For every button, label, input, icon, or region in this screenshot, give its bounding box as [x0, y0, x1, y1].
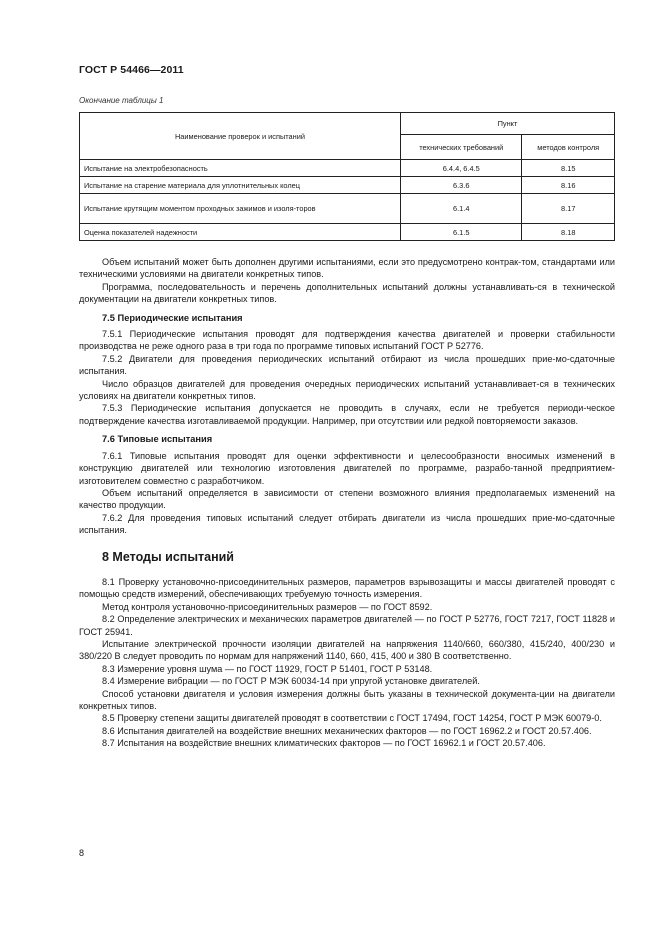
column-header-requirements: технических требований [401, 135, 522, 160]
document-header-code: ГОСТ Р 54466—2011 [79, 64, 184, 76]
paragraph: 7.6.2 Для проведения типовых испытаний следует отбирать двигатели из числа прошедших прие-мо-сдаточные испытания. [79, 512, 615, 536]
column-header-group: Пункт [401, 113, 615, 135]
section-heading-7-5: 7.5 Периодические испытания [102, 312, 243, 323]
row-name: Испытание крутящим моментом проходных зажимов и изоля-торов [80, 194, 401, 224]
requirements-table [79, 112, 615, 241]
page-number: 8 [79, 848, 85, 858]
paragraph: 8.7 Испытания на воздействие внешних климатических факторов — по ГОСТ 16962.1 и ГОСТ 20.57.406. [102, 738, 546, 749]
paragraph: Испытание электрической прочности изоляции двигателей на напряжения 1140/660, 660/380, 415/240, 400/230 и 380/220 В следует проводить по нормам для напряжений 1140, 660, 415, 400 и 380 В соответственно. [79, 638, 615, 662]
row-control: 8.17 [522, 194, 615, 224]
paragraph: 8.3 Измерение уровня шума — по ГОСТ 11929, ГОСТ Р 51401, ГОСТ Р 53148. [102, 663, 433, 674]
row-requirements: 6.4.4, 6.4.5 [401, 160, 522, 177]
paragraph: 7.5.3 Периодические испытания допускается не проводить в случаях, если не требуется периоди-ческое подтверждение качества изготавливаемой продукции. Например, при отсутствии или редкой повторяемости заказов. [79, 403, 615, 426]
table-row [80, 224, 615, 241]
table-row [80, 160, 615, 177]
column-header-name: Наименование проверок и испытаний [80, 113, 401, 160]
row-name: Испытание на электробезопасность [80, 160, 401, 177]
paragraph: Способ установки двигателя и условия измерения должны быть указаны в технической документа-ции на двигатели конкретных типов. [79, 688, 615, 711]
paragraph: Метод контроля установочно-присоединительных размеров — по ГОСТ 8592. [102, 601, 433, 612]
paragraph: 8.5 Проверку степени защиты двигателей проводят в соответствии с ГОСТ 17494, ГОСТ 14254, ГОСТ Р МЭК 60079-0. [102, 713, 602, 724]
paragraph: 7.5.1 Периодические испытания проводят для подтверждения качества двигателей и проверки стабильности производства не реже одного раза в три года по программе типовых испытаний ГОСТ Р 52776. [79, 329, 615, 352]
paragraph: 8.1 Проверку установочно-присоединительных размеров, параметров взрывозащиты и массы двигателей проводят с помощью средств измерений, обеспечивающих требуемую точность измерения. [79, 576, 615, 600]
document-body [79, 256, 615, 750]
table-row [80, 194, 615, 224]
paragraph: 8.4 Измерение вибрации — по ГОСТ Р МЭК 60034-14 при упругой установке двигателей. [102, 676, 480, 687]
row-control: 8.15 [522, 160, 615, 177]
row-control: 8.18 [522, 224, 615, 241]
column-header-control: методов контроля [522, 135, 615, 160]
row-name: Испытание на старение материала для уплотнительных колец [80, 177, 401, 194]
paragraph: Объем испытаний может быть дополнен другими испытаниями, если это предусмотрено контрак-том, стандартами или техническими условиями на двигатели конкретных типов. [79, 257, 615, 280]
row-requirements: 6.3.6 [401, 177, 522, 194]
section-heading-8: 8 Методы испытаний [102, 549, 234, 564]
table-caption: Окончание таблицы 1 [79, 96, 164, 105]
section-heading-7-6: 7.6 Типовые испытания [102, 434, 213, 445]
paragraph: 8.6 Испытания двигателей на воздействие внешних механических факторов — по ГОСТ 16962.2 и ГОСТ 20.57.406. [102, 725, 592, 736]
table-row [80, 177, 615, 194]
paragraph: Программа, последовательность и перечень дополнительных испытаний должны устанавливать-ся в технической документации на двигатели конкретных типов. [79, 281, 615, 305]
paragraph: Объем испытаний определяется в зависимости от степени возможного влияния предполагаемых изменений на качество продукции. [79, 487, 615, 511]
paragraph: 7.6.1 Типовые испытания проводят для оценки эффективности и целесообразности вносимых изменений в конструкцию двигателей или технологию изготовления двигателей по программе, разрабо-танной предприятием-изготовителем совместно с разработчиком. [79, 450, 615, 486]
row-requirements: 6.1.5 [401, 224, 522, 241]
paragraph: Число образцов двигателей для проведения очередных периодических испытаний устанавливает-ся в технических условиях на двигатели конкретных типов. [79, 378, 615, 402]
paragraph: 7.5.2 Двигатели для проведения периодических испытаний отбирают из числа прошедших прие-мо-сдаточные испытания. [79, 353, 615, 377]
paragraph: 8.2 Определение электрических и механических параметров двигателей — по ГОСТ Р 52776, ГОСТ 7217, ГОСТ 11828 и ГОСТ 25941. [79, 614, 615, 637]
row-control: 8.16 [522, 177, 615, 194]
row-name: Оценка показателей надежности [80, 224, 401, 241]
row-requirements: 6.1.4 [401, 194, 522, 224]
